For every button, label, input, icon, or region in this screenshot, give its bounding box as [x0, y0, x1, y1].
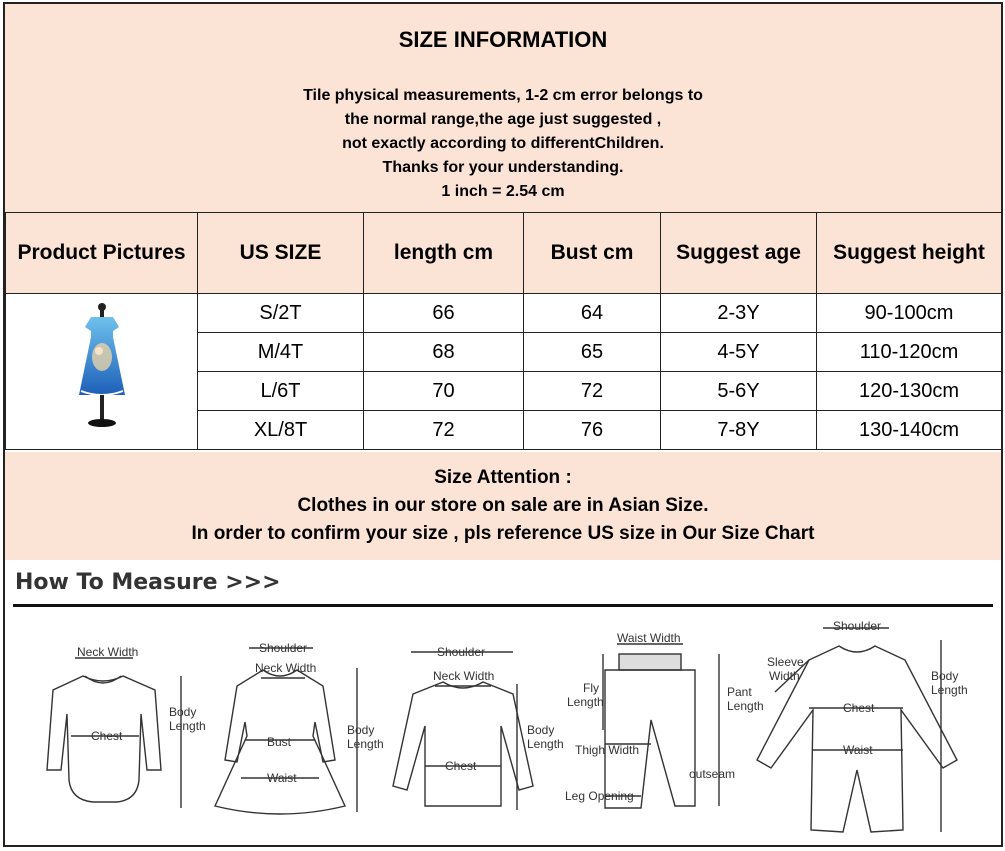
cell-bust: 72: [524, 372, 661, 411]
note-line: the normal range,the age just suggested ,: [344, 111, 662, 128]
label-neck-width: Neck Width: [255, 661, 317, 675]
table-header-row: [6, 213, 1002, 294]
how-to-measure-header: [5, 560, 1001, 610]
page-title: [5, 4, 1001, 78]
measurement-note: [5, 76, 1001, 214]
size-table: [5, 212, 1002, 450]
label-pant-length: Length: [727, 699, 764, 713]
col-header-us-size: US SIZE: [198, 213, 364, 294]
col-header-bust: Bust cm: [524, 213, 661, 294]
size-information-title: SIZE INFORMATION: [398, 27, 608, 52]
size-attention: [5, 452, 1001, 560]
cell-length: 72: [364, 411, 524, 450]
label-waist-width: Waist Width: [617, 631, 681, 645]
label-outseam: outseam: [689, 767, 736, 781]
measurement-diagrams: [5, 610, 1001, 846]
how-to-measure-title: How To Measure >>>: [15, 570, 281, 595]
label-neck-width: Neck Width: [433, 669, 495, 683]
label-fly-length: Length: [567, 695, 604, 709]
cell-bust: 64: [524, 294, 661, 333]
label-length: Length: [169, 719, 206, 733]
label-thigh-width: Thigh Width: [575, 743, 640, 757]
cell-length: 66: [364, 294, 524, 333]
label-chest: Chest: [843, 701, 875, 715]
cell-height: 120-130cm: [817, 372, 1002, 411]
col-header-length: length cm: [364, 213, 524, 294]
cell-height: 110-120cm: [817, 333, 1002, 372]
label-length: Length: [527, 737, 564, 751]
cell-us-size: M/4T: [198, 333, 364, 372]
divider: [13, 604, 993, 607]
cell-height: 90-100cm: [817, 294, 1002, 333]
cell-us-size: S/2T: [198, 294, 364, 333]
label-bust: Bust: [267, 735, 292, 749]
label-chest: Chest: [91, 729, 123, 743]
label-shoulder: Shoulder: [833, 619, 882, 633]
cell-us-size: XL/8T: [198, 411, 364, 450]
label-waist: Waist: [843, 743, 873, 757]
product-picture-cell: [6, 294, 198, 450]
label-shoulder: Shoulder: [259, 641, 308, 655]
label-chest: Chest: [445, 759, 477, 773]
measure-diagram-svg: [5, 610, 1001, 846]
table-row: [6, 294, 1002, 333]
label-length: Length: [347, 737, 384, 751]
col-header-suggest-height: Suggest height: [817, 213, 1002, 294]
label-sleeve-width: Width: [769, 669, 800, 683]
label-length: Length: [931, 683, 968, 697]
attention-line: Clothes in our store on sale are in Asian Size.: [297, 495, 709, 516]
label-leg-opening: Leg Opening: [565, 789, 634, 803]
cell-us-size: L/6T: [198, 372, 364, 411]
label-body: Body: [169, 705, 197, 719]
attention-title: Size Attention :: [434, 467, 572, 488]
note-line: Tile physical measurements, 1-2 cm error belongs to: [303, 87, 703, 104]
note-line: Thanks for your understanding.: [382, 159, 624, 176]
label-pant: Pant: [727, 685, 752, 699]
note-line: 1 inch = 2.54 cm: [441, 183, 565, 200]
label-body: Body: [527, 723, 555, 737]
cell-height: 130-140cm: [817, 411, 1002, 450]
label-shoulder: Shoulder: [437, 645, 486, 659]
note-line: not exactly according to differentChildren.: [342, 135, 664, 152]
label-body: Body: [347, 723, 375, 737]
cell-length: 70: [364, 372, 524, 411]
attention-line: In order to confirm your size , pls reference US size in Our Size Chart: [191, 523, 815, 544]
product-dress-image: [67, 299, 137, 439]
label-sleeve: Sleeve: [767, 655, 804, 669]
cell-age: 5-6Y: [661, 372, 817, 411]
label-body: Body: [931, 669, 959, 683]
label-neck-width: Neck Width: [77, 645, 139, 659]
pants-diagram: [603, 644, 719, 808]
label-fly: Fly: [583, 681, 599, 695]
label-waist: Waist: [267, 771, 297, 785]
cell-age: 4-5Y: [661, 333, 817, 372]
col-header-product-pictures: Product Pictures: [6, 213, 198, 294]
col-header-suggest-age: Suggest age: [661, 213, 817, 294]
cell-age: 2-3Y: [661, 294, 817, 333]
cell-age: 7-8Y: [661, 411, 817, 450]
size-chart-sheet: [3, 2, 1003, 847]
cell-bust: 65: [524, 333, 661, 372]
cell-length: 68: [364, 333, 524, 372]
cell-bust: 76: [524, 411, 661, 450]
